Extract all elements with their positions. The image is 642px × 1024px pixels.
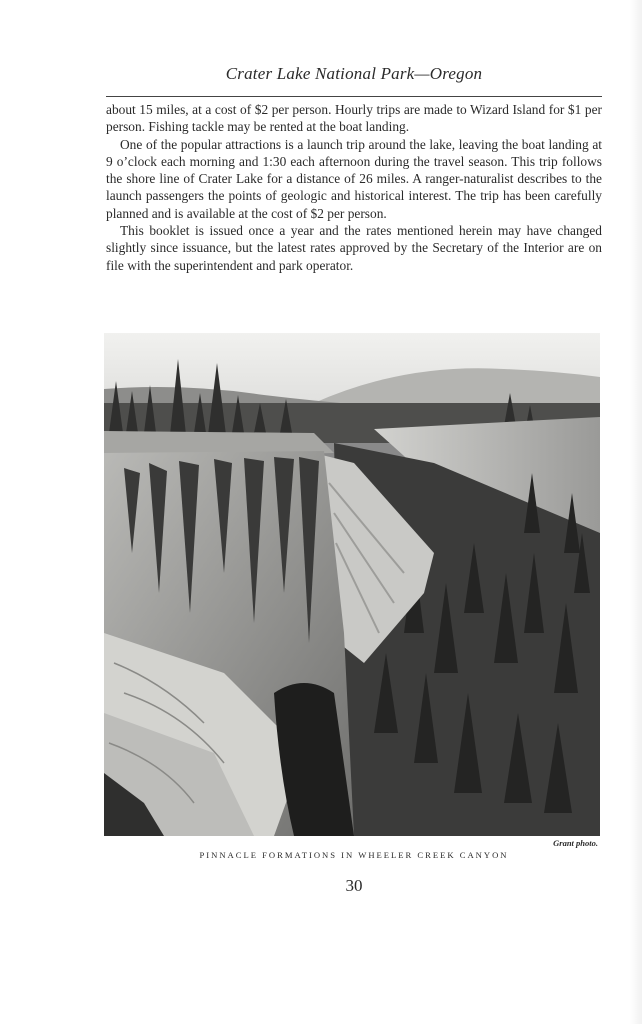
paragraph-2: One of the popular attractions is a launch trip around the lake, leaving the boat landing at 9 o’clock each morning and 1:30 each afternoon during the travel season. This trip follows the shore line of Crater Lake for a distance of 26 miles. A ranger-naturalist describes to the launch passengers the points of geologic and historical interest. The trip has been carefully planned and is available at the cost of $2 per person. bbox=[106, 136, 602, 221]
canyon-photograph bbox=[104, 333, 600, 836]
header-rule bbox=[106, 96, 602, 97]
page-number: 30 bbox=[345, 876, 363, 895]
paragraph-1: about 15 miles, at a cost of $2 per person. Hourly trips are made to Wizard Island for $1 per person. Fishing tackle may be rented at the boat landing. bbox=[106, 102, 602, 135]
photo-credit: Grant photo. bbox=[553, 838, 598, 848]
figure-caption: PINNACLE FORMATIONS IN WHEELER CREEK CANYON bbox=[199, 850, 509, 860]
running-header: Crater Lake National Park—Oregon bbox=[225, 64, 483, 83]
paragraph-3: This booklet is issued once a year and the rates mentioned herein may have changed slightly since issuance, but the latest rates approved by the Secretary of the Interior are on file with the superintendent and park operator. bbox=[106, 223, 602, 273]
body-text bbox=[106, 101, 602, 274]
page-edge bbox=[630, 0, 642, 1024]
